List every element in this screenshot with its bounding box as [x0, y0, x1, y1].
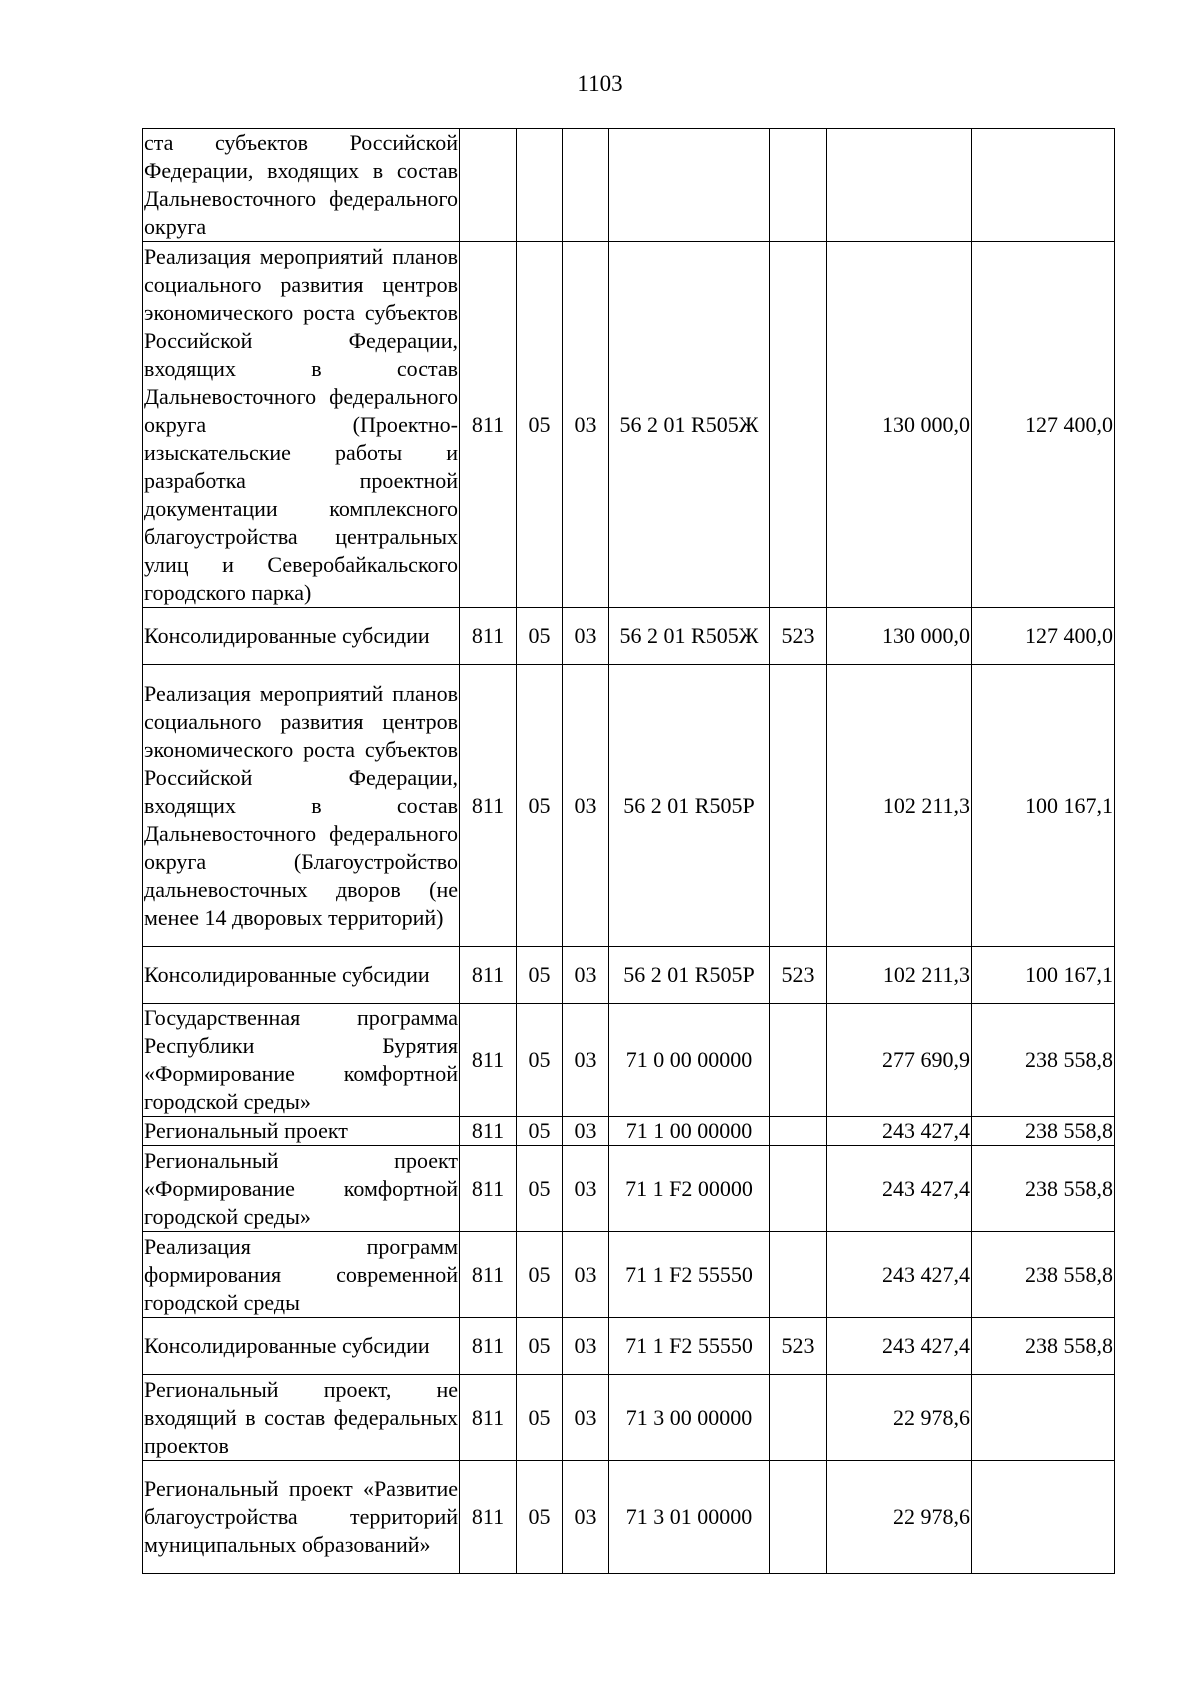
- section-code: 05: [517, 1318, 563, 1375]
- target-code: 71 1 00 00000: [609, 1117, 770, 1146]
- sum-year-1: 243 427,4: [827, 1318, 972, 1375]
- expense-code: 523: [770, 1318, 827, 1375]
- subsection-code: [563, 129, 609, 242]
- row-name: Консолидированные субсидии: [143, 947, 460, 1004]
- sum-year-1: 243 427,4: [827, 1146, 972, 1232]
- admin-code: 811: [460, 608, 517, 665]
- row-name: Региональный проект, не входящий в состав федеральных проектов: [143, 1375, 460, 1461]
- section-code: 05: [517, 1117, 563, 1146]
- admin-code: 811: [460, 947, 517, 1004]
- row-name: Консолидированные субсидии: [143, 1318, 460, 1375]
- admin-code: 811: [460, 1232, 517, 1318]
- subsection-code: 03: [563, 1461, 609, 1574]
- table-row: [143, 947, 1115, 1004]
- expense-code: 523: [770, 608, 827, 665]
- admin-code: 811: [460, 1004, 517, 1117]
- expense-code: [770, 1461, 827, 1574]
- row-name: Реализация мероприятий планов социального развития центров экономического роста субъектов Российской Федерации, входящих в состав Дальневосточного федерального округа (Благоустройство дальневосточных дворов (не менее 14 дворовых территорий): [143, 665, 460, 947]
- table-row: [143, 1004, 1115, 1117]
- section-code: 05: [517, 947, 563, 1004]
- subsection-code: 03: [563, 1117, 609, 1146]
- target-code: 71 0 00 00000: [609, 1004, 770, 1117]
- subsection-code: 03: [563, 608, 609, 665]
- sum-year-1: 130 000,0: [827, 242, 972, 608]
- sum-year-2: 127 400,0: [972, 242, 1115, 608]
- sum-year-2: 100 167,1: [972, 947, 1115, 1004]
- row-name: Региональный проект: [143, 1117, 460, 1146]
- target-code: 71 1 F2 55550: [609, 1232, 770, 1318]
- expense-code: [770, 129, 827, 242]
- admin-code: 811: [460, 242, 517, 608]
- expense-code: [770, 1232, 827, 1318]
- table-row: [143, 608, 1115, 665]
- sum-year-1: 243 427,4: [827, 1117, 972, 1146]
- sum-year-1: 22 978,6: [827, 1375, 972, 1461]
- row-name: Региональный проект «Формирование комфортной городской среды»: [143, 1146, 460, 1232]
- table-row: [143, 1146, 1115, 1232]
- subsection-code: 03: [563, 1232, 609, 1318]
- sum-year-2: 238 558,8: [972, 1232, 1115, 1318]
- admin-code: 811: [460, 1318, 517, 1375]
- admin-code: 811: [460, 1461, 517, 1574]
- expense-code: 523: [770, 947, 827, 1004]
- sum-year-2: 238 558,8: [972, 1146, 1115, 1232]
- sum-year-2: [972, 1375, 1115, 1461]
- table-row: [143, 1375, 1115, 1461]
- target-code: 71 3 01 00000: [609, 1461, 770, 1574]
- sum-year-2: 127 400,0: [972, 608, 1115, 665]
- row-name: Реализация мероприятий планов социального развития центров экономического роста субъектов Российской Федерации, входящих в состав Дальневосточного федерального округа (Проектно-изыскательские работы и разработка проектной документации комплексного благоустройства центральных улиц и Северобайкальского городского парка): [143, 242, 460, 608]
- subsection-code: 03: [563, 1004, 609, 1117]
- target-code: 56 2 01 R505Р: [609, 947, 770, 1004]
- sum-year-1: [827, 129, 972, 242]
- sum-year-1: 102 211,3: [827, 665, 972, 947]
- sum-year-2: 100 167,1: [972, 665, 1115, 947]
- admin-code: [460, 129, 517, 242]
- section-code: 05: [517, 242, 563, 608]
- admin-code: 811: [460, 1117, 517, 1146]
- sum-year-1: 130 000,0: [827, 608, 972, 665]
- table-row: [143, 242, 1115, 608]
- expense-code: [770, 1117, 827, 1146]
- subsection-code: 03: [563, 242, 609, 608]
- sum-year-2: 238 558,8: [972, 1318, 1115, 1375]
- sum-year-2: 238 558,8: [972, 1004, 1115, 1117]
- expense-code: [770, 1004, 827, 1117]
- admin-code: 811: [460, 1146, 517, 1232]
- admin-code: 811: [460, 665, 517, 947]
- row-name: Консолидированные субсидии: [143, 608, 460, 665]
- section-code: 05: [517, 1232, 563, 1318]
- row-name: ста субъектов Российской Федерации, входящих в состав Дальневосточного федерального округа: [143, 129, 460, 242]
- table-row: [143, 1117, 1115, 1146]
- row-name: Реализация программ формирования современной городской среды: [143, 1232, 460, 1318]
- row-name: Региональный проект «Развитие благоустройства территорий муниципальных образований»: [143, 1461, 460, 1574]
- subsection-code: 03: [563, 1146, 609, 1232]
- section-code: 05: [517, 1461, 563, 1574]
- target-code: 56 2 01 R505Ж: [609, 608, 770, 665]
- section-code: 05: [517, 1375, 563, 1461]
- table-row: [143, 1318, 1115, 1375]
- target-code: [609, 129, 770, 242]
- table-row: [143, 1232, 1115, 1318]
- sum-year-1: 277 690,9: [827, 1004, 972, 1117]
- target-code: 71 1 F2 55550: [609, 1318, 770, 1375]
- sum-year-2: [972, 129, 1115, 242]
- target-code: 71 3 00 00000: [609, 1375, 770, 1461]
- subsection-code: 03: [563, 1318, 609, 1375]
- section-code: 05: [517, 1146, 563, 1232]
- admin-code: 811: [460, 1375, 517, 1461]
- table-row: [143, 665, 1115, 947]
- target-code: 56 2 01 R505Р: [609, 665, 770, 947]
- section-code: 05: [517, 1004, 563, 1117]
- section-code: 05: [517, 608, 563, 665]
- sum-year-1: 243 427,4: [827, 1232, 972, 1318]
- sum-year-1: 22 978,6: [827, 1461, 972, 1574]
- sum-year-2: [972, 1461, 1115, 1574]
- budget-table: [142, 128, 1115, 1574]
- subsection-code: 03: [563, 665, 609, 947]
- expense-code: [770, 1146, 827, 1232]
- expense-code: [770, 1375, 827, 1461]
- expense-code: [770, 242, 827, 608]
- page-number: 1103: [577, 71, 623, 96]
- subsection-code: 03: [563, 1375, 609, 1461]
- subsection-code: 03: [563, 947, 609, 1004]
- target-code: 56 2 01 R505Ж: [609, 242, 770, 608]
- expense-code: [770, 665, 827, 947]
- section-code: 05: [517, 665, 563, 947]
- sum-year-1: 102 211,3: [827, 947, 972, 1004]
- section-code: [517, 129, 563, 242]
- target-code: 71 1 F2 00000: [609, 1146, 770, 1232]
- table-row: [143, 1461, 1115, 1574]
- table-row: [143, 129, 1115, 242]
- sum-year-2: 238 558,8: [972, 1117, 1115, 1146]
- row-name: Государственная программа Республики Бурятия «Формирование комфортной городской среды»: [143, 1004, 460, 1117]
